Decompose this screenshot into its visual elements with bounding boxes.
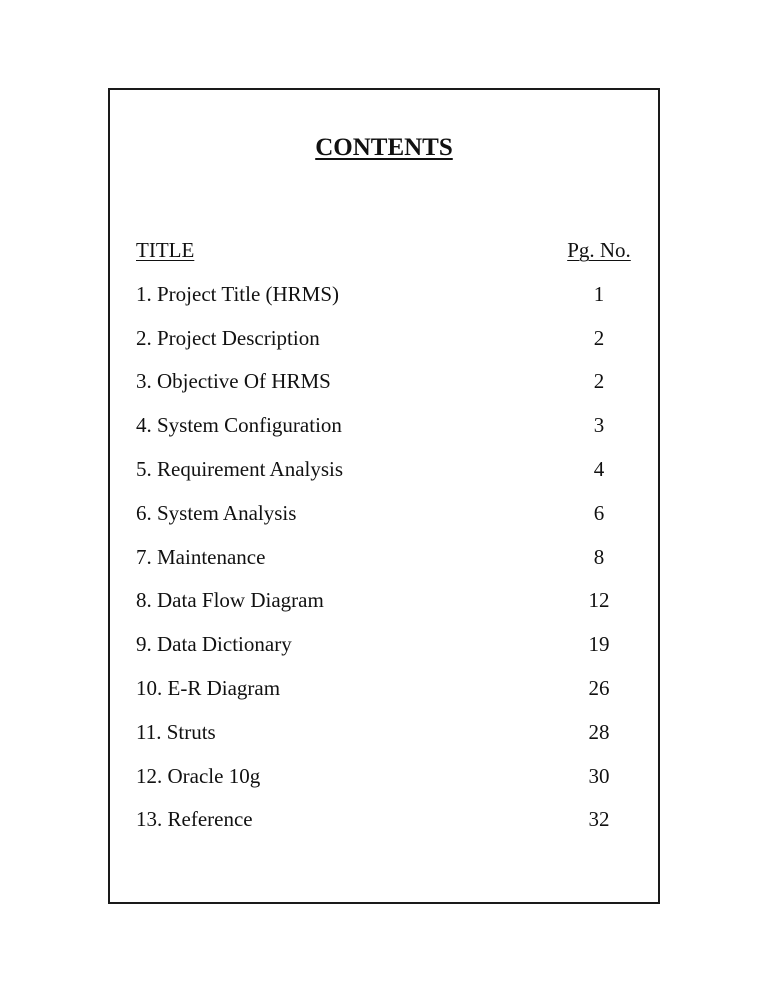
toc-entry [136,542,634,586]
toc-entry-page: 19 [588,632,610,657]
toc-entry-title: 9. Data Dictionary [136,632,292,657]
page-frame [108,88,660,904]
toc-entry [136,629,634,673]
toc-entry-page: 2 [593,325,605,350]
toc-entry [136,761,634,805]
toc-entry-title: 5. Requirement Analysis [136,456,344,481]
toc-entry-title: 8. Data Flow Diagram [136,588,324,613]
toc-entry-page: 1 [593,281,605,306]
toc-entry-page: 12 [588,588,610,613]
toc-table [136,235,634,848]
toc-entry-title: 13. Reference [136,807,253,832]
toc-entry-page: 32 [588,807,610,832]
toc-entry-page: 4 [593,456,605,481]
contents-heading: CONTENTS [315,134,453,161]
toc-entry-page: 28 [588,719,610,744]
toc-entry-page: 3 [593,413,605,438]
toc-header-row [136,235,634,279]
toc-entry [136,410,634,454]
toc-entry [136,498,634,542]
toc-entry-title: 4. System Configuration [136,413,342,438]
toc-entry-title: 2. Project Description [136,325,320,350]
toc-entry [136,279,634,323]
toc-entry-title: 1. Project Title (HRMS) [136,281,340,306]
page-column-header: Pg. No. [567,238,631,262]
toc-entry-title: 6. System Analysis [136,500,297,525]
toc-entry-page: 8 [593,544,605,569]
toc-entry-page: 30 [588,763,610,788]
toc-entry [136,804,634,848]
toc-entry-page: 2 [593,369,605,394]
toc-entry [136,717,634,761]
toc-entry [136,585,634,629]
toc-entry [136,454,634,498]
toc-entry-title: 12. Oracle 10g [136,763,261,788]
toc-entry [136,323,634,367]
toc-entry-title: 11. Struts [136,719,216,744]
toc-entry-title: 10. E-R Diagram [136,675,281,700]
toc-entry-page: 26 [588,675,610,700]
toc-entry-page: 6 [593,500,605,525]
title-column-header: TITLE [136,238,195,262]
toc-entry-title: 7. Maintenance [136,544,266,569]
toc-entry [136,673,634,717]
toc-entry-title: 3. Objective Of HRMS [136,369,331,394]
toc-entry [136,366,634,410]
